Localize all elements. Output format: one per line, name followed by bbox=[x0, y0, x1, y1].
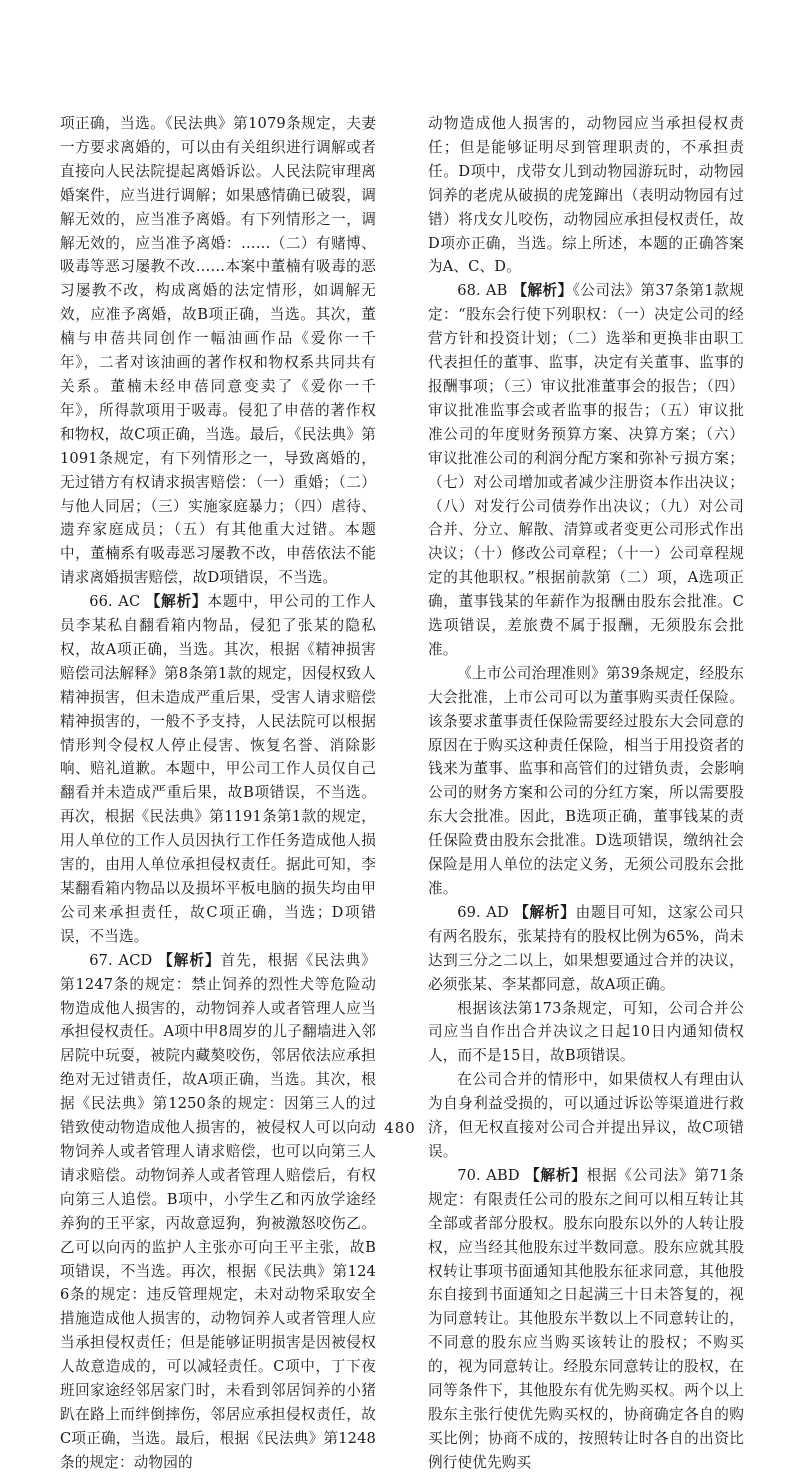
answer-68 bbox=[428, 279, 744, 662]
analysis-tag: 【解析】 bbox=[158, 951, 221, 969]
answer-70 bbox=[428, 1164, 744, 1475]
answer-number: 70. ABD bbox=[457, 1166, 520, 1184]
answer-67 bbox=[60, 949, 376, 1475]
answer-text: 根据《公司法》第71条规定：有限责任公司的股东之间可以相互转让其全部或者部分股权。股东向股东以外的人转让股权，应当经其他股东过半数同意。股东应就其股权转让事项书面通知其他股东征求同意，其他股东自接到书面通知之日起满三十日未答复的，视为同意转让。其他股东半数以上不同意转让的，不同意的股东应当购买该转让的股权；不购买的，视为同意转让。经股东同意转让的股权，在同等条件下，其他股东有优先购买权。两个以上股东主张行使优先购买权的，协商确定各自的购买比例；协商不成的，按照转让时各自的出资比例行使优先购买 bbox=[428, 1166, 744, 1471]
left-column bbox=[60, 112, 376, 1475]
answer-66 bbox=[60, 590, 376, 949]
answer-number: 69. AD bbox=[457, 903, 509, 921]
analysis-tag: 【解析】 bbox=[512, 282, 573, 300]
paragraph: 《上市公司治理准则》第39条规定，经股东大会批准，上市公司可以为董事购买责任保险。该条要求董事责任保险需要经过股东大会同意的原因在于购买这种责任保险，相当于用投资者的钱来为董事、监事和高管们的过错负责，会影响公司的财务方案和公司的分红方案，所以需要股东大会批准。因此，B选项正确，董事钱某的责任保险费由股东会批准。D选项错误，缴纳社会保险是用人单位的法定义务，无须公司股东会批准。 bbox=[428, 664, 744, 897]
paragraph: 在公司合并的情形中，如果债权人有理由认为自身利益受损的，可以通过诉讼等渠道进行救济，但无权直接对公司合并提出异议，故C项错误。 bbox=[428, 1071, 744, 1160]
analysis-tag: 【解析】 bbox=[145, 593, 208, 611]
paragraph: 项正确，当选。《民法典》第1079条规定，夫妻一方要求离婚的，可以由有关组织进行调解或者直接向人民法院提起离婚诉讼。人民法院审理离婚案件，应当进行调解；如果感情确已破裂，调解无效的，应当准予离婚。有下列情形之一，调解无效的，应当准予离婚：……（二）有赌博、吸毒等恶习屡教不改……本案中董楠有吸毒的恶习屡教不改，构成离婚的法定情形，如调解无效，应准予离婚，故B项正确，当选。其次，董楠与申蓓共同创作一幅油画作品《爱你一千年》，二者对该油画的著作权和物权系共同共有关系。董楠未经申蓓同意变卖了《爱你一千年》，所得款项用于吸毒。侵犯了申蓓的著作权和物权，故C项正确，当选。最后，《民法典》第1091条规定，有下列情形之一，导致离婚的，无过错方有权请求损害赔偿：（一）重婚；（二）与他人同居；（三）实施家庭暴力；（四）虐待、遗弃家庭成员；（五）有其他重大过错。本题中，董楠系有吸毒恶习屡教不改，申蓓依法不能请求离婚损害赔偿，故D项错误，不当选。 bbox=[60, 115, 376, 587]
answer-number: 68. AB bbox=[457, 282, 508, 300]
answer-text: 本题中，甲公司的工作人员李某私自翻看箱内物品，侵犯了张某的隐私权，故A项正确，当选。其次，根据《精神损害赔偿司法解释》第8条第1款的规定，因侵权致人精神损害，但未造成严重后果，受害人请求赔偿精神损害的，一般不予支持，人民法院可以根据情形判令侵权人停止侵害、恢复名誉、消除影响、赔礼道歉。本题中，甲公司工作人员仅自己翻看并未造成严重后果，故B项错误，不当选。再次，根据《民法典》第1191条第1款的规定，用人单位的工作人员因执行工作任务造成他人损害的，由用人单位承担侵权责任。据此可知，李某翻看箱内物品以及损坏平板电脑的损失均由甲公司来承担责任，故C项正确，当选；D项错误，不当选。 bbox=[60, 593, 376, 945]
answer-text: 首先，根据《民法典》第1247条的规定：禁止饲养的烈性犬等危险动物造成他人损害的，动物饲养人或者管理人应当承担侵权责任。A项中甲8周岁的儿子翻墙进入邻居院中玩耍，被院内藏獒咬伤，邻居依法应承担绝对无过错责任，故A项正确，当选。其次，根据《民法典》第1250条的规定：因第三人的过错致使动物造成他人损害的，被侵权人可以向动物饲养人或者管理人请求赔偿，也可以向第三人请求赔偿。动物饲养人或者管理人赔偿后，有权向第三人追偿。B项中，小学生乙和丙放学途经养狗的王平家，丙故意逗狗，狗被激怒咬伤乙。乙可以向丙的监护人主张亦可向王平主张，故B项错误，不当选。再次，根据《民法典》第1246条的规定：违反管理规定，未对动物采取安全措施造成他人损害的，动物饲养人或者管理人应当承担侵权责任；但是能够证明损害是因被侵权人故意造成的，可以减轻责任。C项中，丁下夜班回家途经邻居家门时，未看到邻居饲养的小猪趴在路上而绊倒摔伤，邻居应承担侵权责任，故C项正确，当选。最后，根据《民法典》第1248条的规定：动物园的 bbox=[60, 951, 376, 1471]
answer-69 bbox=[428, 901, 744, 997]
analysis-tag: 【解析】 bbox=[525, 1166, 587, 1184]
analysis-tag: 【解析】 bbox=[514, 903, 576, 921]
answer-text: 《公司法》第37条第1款规定：“股东会行使下列职权：（一）决定公司的经营方针和投资计划；（二）选举和更换非由职工代表担任的董事、监事，决定有关董事、监事的报酬事项；（三）审议批准董事会的报告；（四）审议批准监事会或者监事的报告；（五）审议批准公司的年度财务预算方案、决算方案；（六）审议批准公司的利润分配方案和弥补亏损方案；（七）对公司增加或者减少注册资本作出决议；（八）对发行公司债券作出决议；（九）对公司合并、分立、解散、清算或者变更公司形式作出决议；（十）修改公司章程；（十一）公司章程规定的其他职权。”根据前款第（二）项，A选项正确，董事钱某的年薪作为报酬由股东会批准。C选项错误，差旅费不属于报酬，无须股东会批准。 bbox=[428, 282, 744, 658]
paragraph: 动物造成他人损害的，动物园应当承担侵权责任；但是能够证明尽到管理职责的，不承担责任。D项中，戊带女儿到动物园游玩时，动物园饲养的老虎从破损的虎笼蹿出（表明动物园有过错）将戊女儿咬伤，动物园应承担侵权责任，故D项亦正确，当选。综上所述，本题的正确答案为A、C、D。 bbox=[428, 115, 744, 276]
answer-number: 66. AC bbox=[89, 593, 141, 611]
right-column bbox=[428, 112, 744, 1475]
paragraph: 根据该法第173条规定，可知，公司合并公司应当自作出合并决议之日起10日内通知债权人，而不是15日，故B项错误。 bbox=[428, 999, 744, 1065]
answer-text: 由题目可知，这家公司只有两名股东，张某持有的股权比例为65%，尚未达到三分之二以上，如果想要通过合并的决议，必须张某、李某都同意，故A项正确。 bbox=[428, 903, 744, 993]
page-number: 480 bbox=[384, 1119, 416, 1137]
answer-number: 67. ACD bbox=[89, 951, 153, 969]
